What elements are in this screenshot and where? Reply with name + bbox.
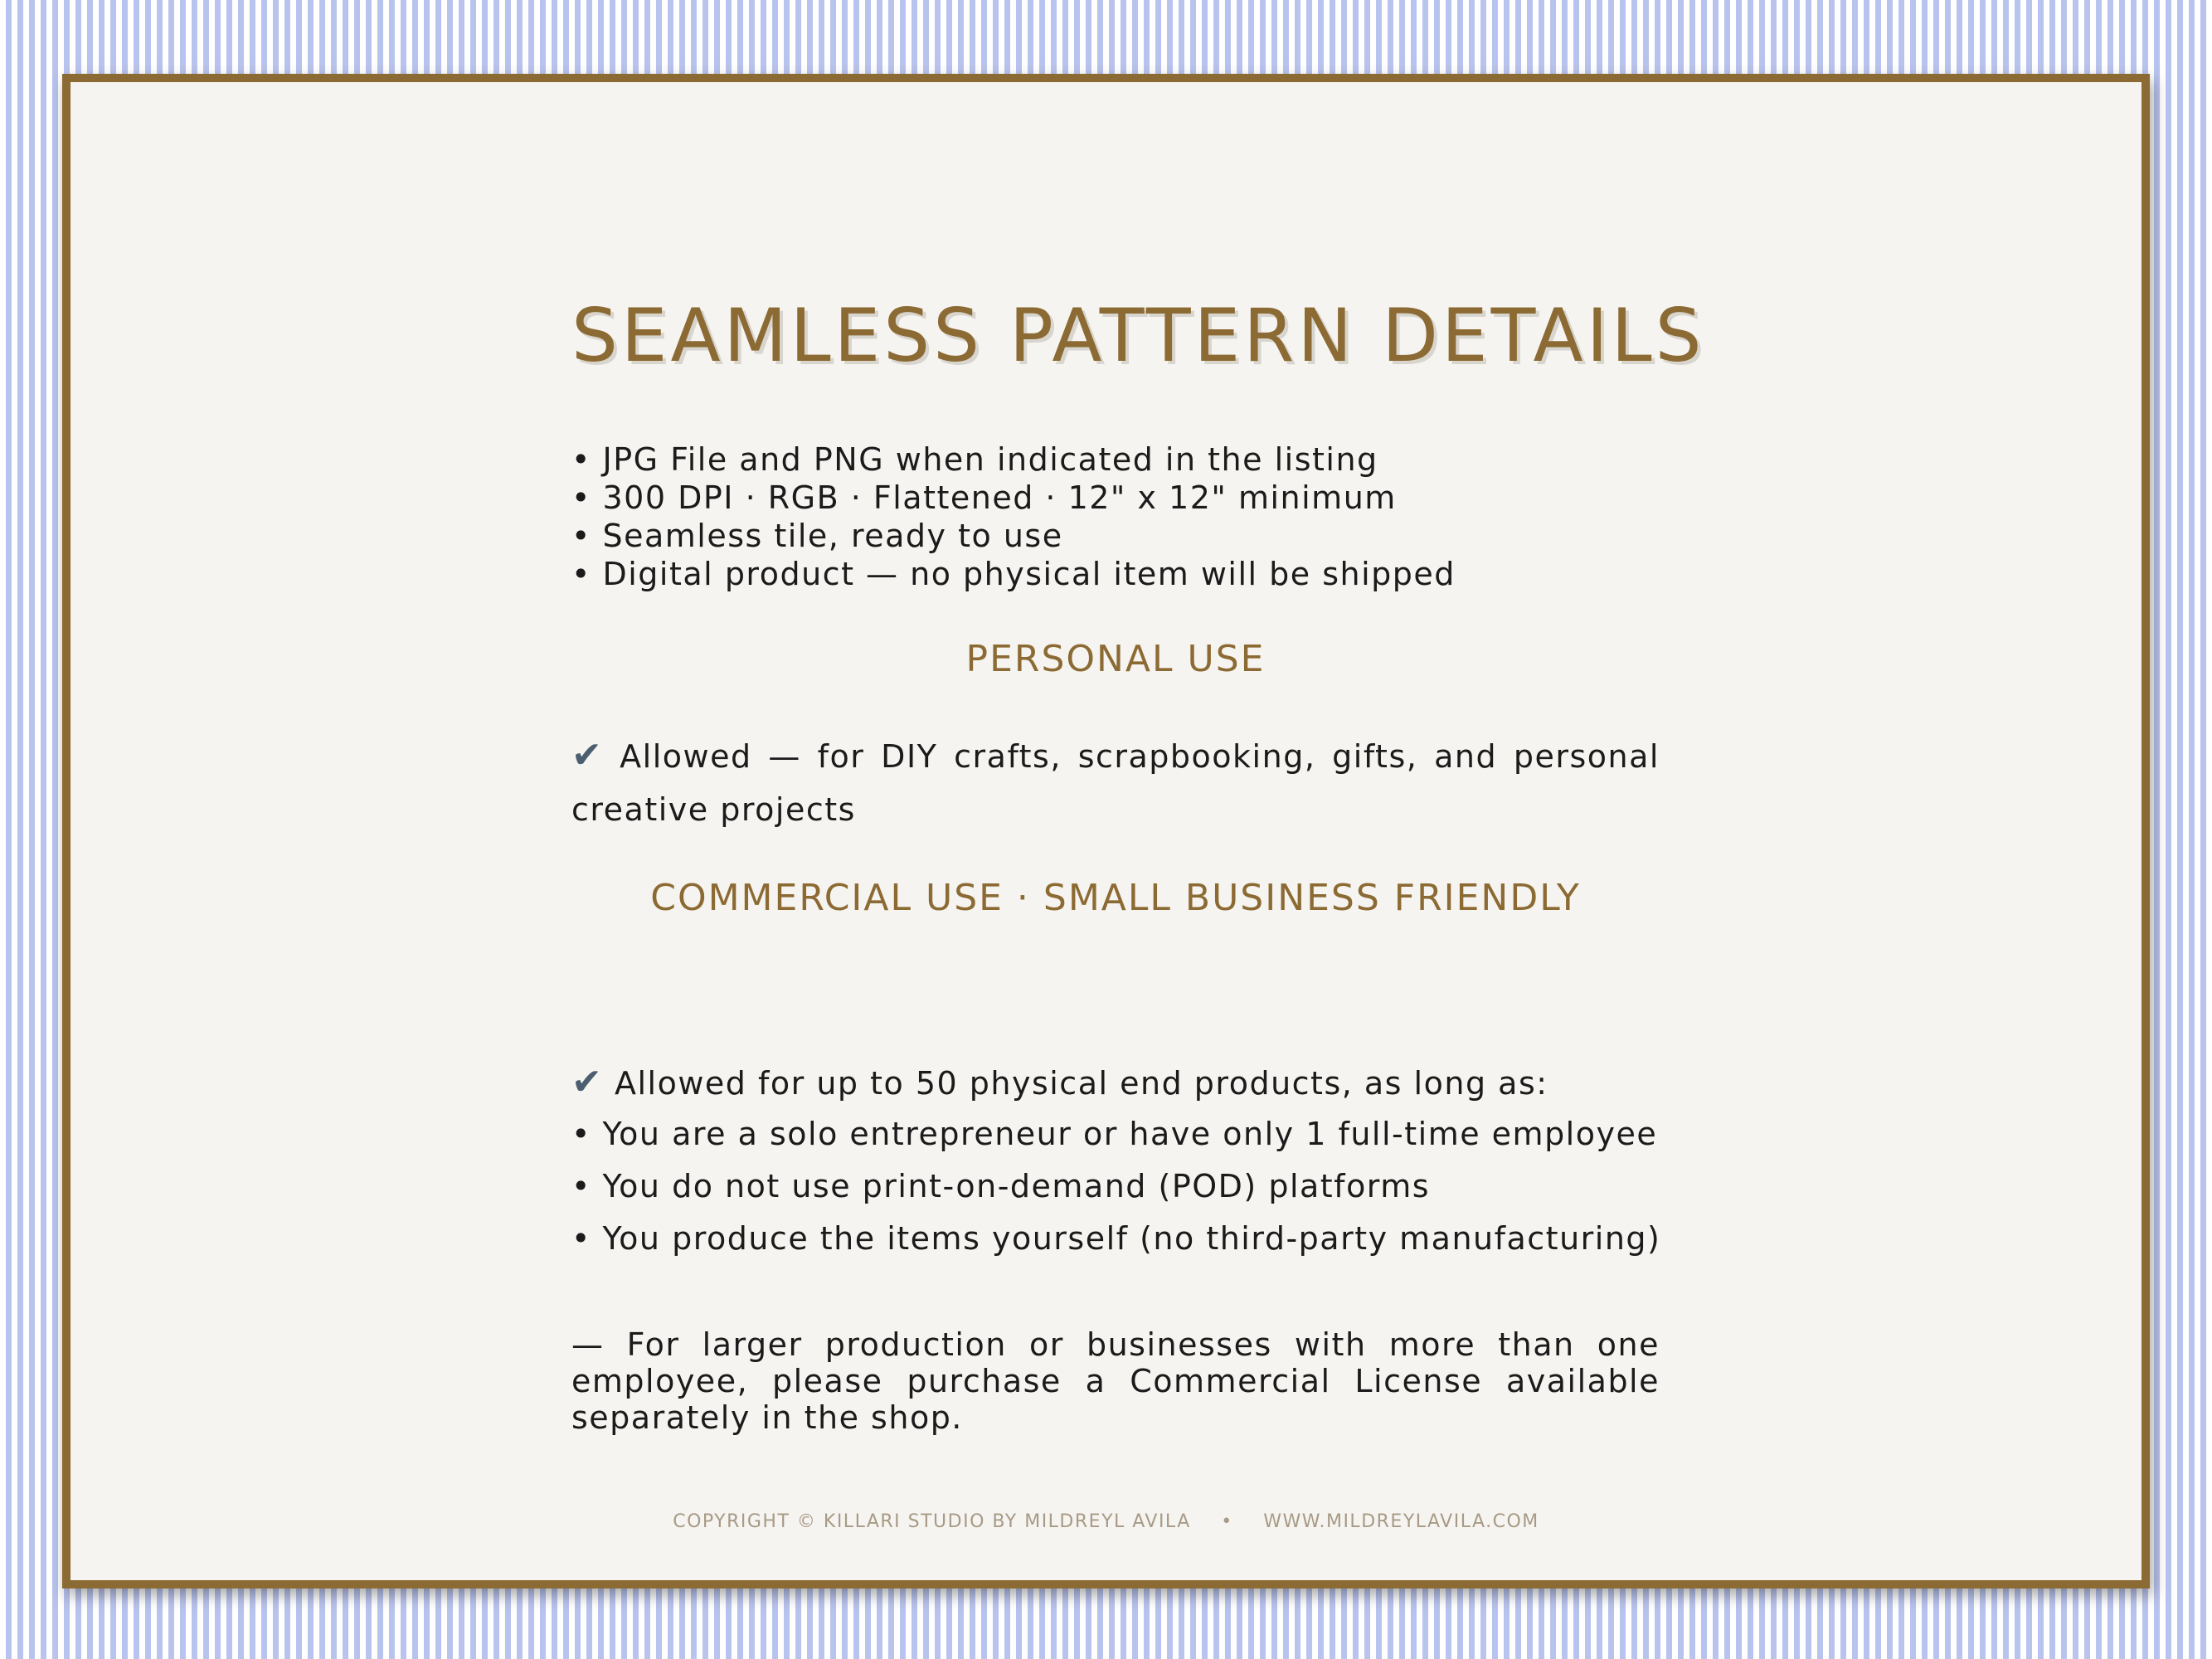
commercial-use-list [571, 1056, 1660, 1265]
footer [0, 1511, 2212, 1532]
list-item: • JPG File and PNG when indicated in the listing [571, 441, 1378, 478]
check-icon: ✔ [571, 1061, 604, 1103]
file-details-list [571, 440, 1660, 593]
personal-use-description: Allowed — for DIY crafts, scrapbooking, gifts, and personal creative projects [571, 738, 1660, 828]
document-card [62, 74, 2150, 1588]
list-item: • 300 DPI · RGB · Flattened · 12" x 12" minimum [571, 479, 1397, 516]
personal-use-heading: PERSONAL USE [965, 638, 1266, 680]
page-title: SEAMLESS PATTERN DETAILS [571, 292, 1705, 378]
commercial-intro [571, 1056, 1660, 1108]
list-item: • You produce the items yourself (no third-party manufacturing) [571, 1220, 1661, 1257]
footer-website-link[interactable]: WWW.MILDREYLAVILA.COM [1263, 1511, 1539, 1532]
personal-use-text [571, 729, 1660, 836]
footer-separator: • [1221, 1511, 1233, 1532]
license-note: — For larger production or businesses with more than one employee, please purchase a Commercial License available separately in the shop. [571, 1326, 1660, 1436]
commercial-use-heading: COMMERCIAL USE · SMALL BUSINESS FRIENDLY [650, 877, 1581, 919]
list-item: • Seamless tile, ready to use [571, 518, 1063, 554]
check-icon: ✔ [571, 734, 604, 776]
list-item: • You do not use print-on-demand (POD) platforms [571, 1168, 1431, 1204]
commercial-intro-text: Allowed for up to 50 physical end products, as long as: [614, 1065, 1548, 1102]
list-item: • Digital product — no physical item will be shipped [571, 556, 1456, 592]
list-item: • You are a solo entrepreneur or have only 1 full-time employee [571, 1116, 1658, 1152]
footer-copyright: COPYRIGHT © KILLARI STUDIO BY MILDREYL AVILA [673, 1511, 1191, 1532]
